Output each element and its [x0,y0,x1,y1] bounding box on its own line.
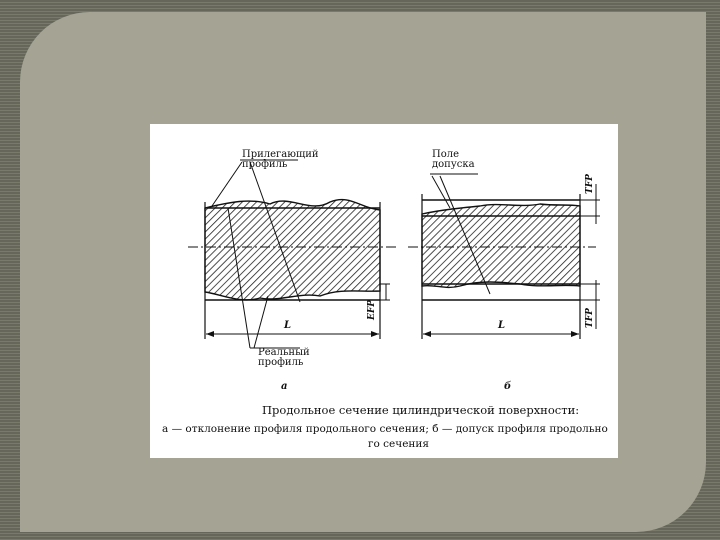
panel-a-length-label: L [284,320,292,331]
panel-b-letter: б [504,381,512,392]
panel-a-real-profile-area [205,200,380,300]
panel-b-tfp-top-label: TFP [585,174,595,194]
panel-b-drawing [408,174,600,339]
panel-a-efp-label: EFP [367,299,377,320]
panel-b-length-label: L [498,320,506,331]
panel-a-adjacent-profile-label: Прилегающий профиль [242,149,319,170]
panel-b-tfp-bottom-label: TFP [585,308,595,328]
caption-title: Продольное сечение цилиндрической поверхности: [262,403,580,417]
caption-line-1: а — отклонение профиля продольного сечения; б — допуск профиля продольно [162,424,608,435]
cylinder-section-figure [150,124,618,458]
panel-b-tolerance-field-label: Поле допуска [432,149,475,170]
caption-line-2: го сечения [368,438,430,450]
panel-a-real-profile-label: Реальный профиль [258,347,310,368]
panel-a-letter: а [281,381,288,392]
